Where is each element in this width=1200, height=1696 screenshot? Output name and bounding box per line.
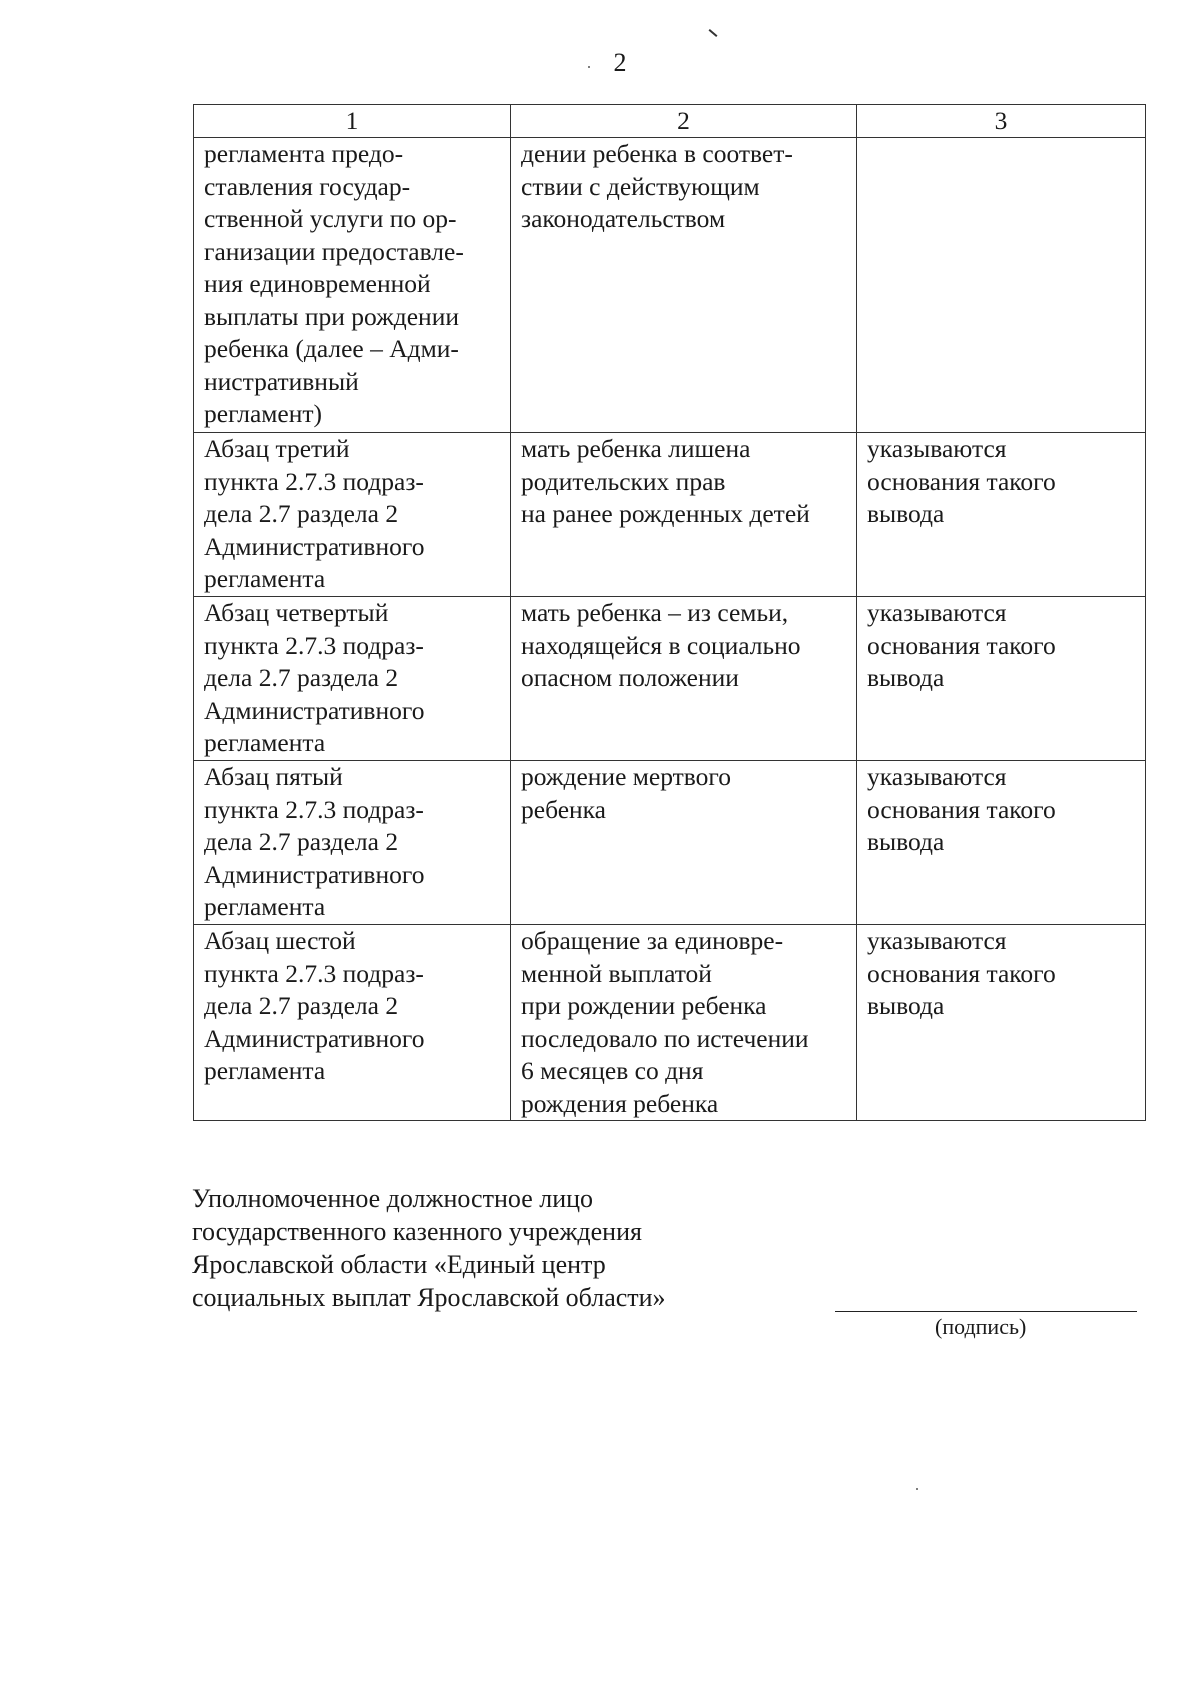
table-row bbox=[194, 433, 1146, 597]
cell-line: дении ребенка в соответ- bbox=[521, 139, 793, 168]
cell-line: ребенка bbox=[521, 794, 606, 824]
table-cell bbox=[857, 597, 1146, 761]
document-table bbox=[193, 104, 1146, 1121]
cell-line: обращение за единовре- bbox=[521, 926, 784, 955]
signature-line bbox=[835, 1311, 1137, 1312]
cell-line: дела 2.7 раздела 2 bbox=[204, 991, 399, 1020]
cell-line: последовало по истечении bbox=[521, 1023, 809, 1053]
cell-line: ствии с действующим bbox=[521, 171, 760, 201]
table-row bbox=[194, 138, 1146, 433]
cell-line: рождение мертвого bbox=[521, 762, 731, 791]
cell-line: законодательством bbox=[521, 204, 726, 233]
cell-line: рождения ребенка bbox=[521, 1088, 719, 1118]
cell-line: Административного bbox=[204, 695, 425, 725]
cell-line: дела 2.7 раздела 2 bbox=[204, 827, 399, 856]
cell-line: регламента bbox=[204, 564, 326, 593]
cell-line: вывода bbox=[867, 663, 945, 692]
cell-line: пункта 2.7.3 подраз- bbox=[204, 794, 424, 824]
cell-line: Административного bbox=[204, 531, 425, 561]
table-cell bbox=[511, 433, 857, 597]
table-cell bbox=[511, 925, 857, 1121]
cell-line: регламента bbox=[204, 892, 326, 921]
cell-line: находящейся в социально bbox=[521, 630, 801, 660]
cell-line: основания такого bbox=[867, 630, 1056, 660]
page-number: 2 bbox=[613, 48, 627, 77]
column-header: 3 bbox=[857, 105, 1146, 138]
cell-line: Абзац пятый bbox=[204, 762, 343, 791]
cell-line: Абзац четвертый bbox=[204, 598, 389, 627]
cell-line: на ранее рожденных детей bbox=[521, 499, 810, 528]
scan-mark bbox=[709, 29, 718, 37]
cell-line: указываются bbox=[867, 598, 1007, 627]
cell-line: ния единовременной bbox=[204, 269, 431, 298]
cell-line: Административного bbox=[204, 859, 425, 889]
cell-line: менной выплатой bbox=[521, 958, 712, 988]
table-cell bbox=[194, 433, 511, 597]
cell-line: вывода bbox=[867, 499, 945, 528]
official-title-line: государственного казенного учреждения bbox=[192, 1217, 642, 1246]
cell-line: ганизации предоставле- bbox=[204, 236, 464, 266]
table-cell bbox=[511, 138, 857, 433]
official-title-block bbox=[192, 1182, 666, 1314]
scan-speck bbox=[916, 1488, 918, 1490]
cell-line: Абзац третий bbox=[204, 434, 350, 463]
cell-line: указываются bbox=[867, 434, 1007, 463]
official-title-line: Ярославской области «Единый центр bbox=[192, 1250, 606, 1279]
cell-line: опасном положении bbox=[521, 663, 739, 692]
table-cell bbox=[857, 433, 1146, 597]
cell-line: мать ребенка – из семьи, bbox=[521, 598, 789, 627]
table-cell bbox=[857, 761, 1146, 925]
cell-line: регламента предо- bbox=[204, 139, 404, 168]
table-cell bbox=[194, 138, 511, 433]
table-row bbox=[194, 597, 1146, 761]
cell-line: пункта 2.7.3 подраз- bbox=[204, 630, 424, 660]
cell-line: выплаты при рождении bbox=[204, 301, 459, 331]
table-cell bbox=[511, 597, 857, 761]
table-row bbox=[194, 925, 1146, 1121]
cell-line: Административного bbox=[204, 1023, 425, 1053]
cell-line: основания такого bbox=[867, 958, 1056, 988]
column-header: 2 bbox=[511, 105, 857, 138]
table-row bbox=[194, 761, 1146, 925]
signature-caption: (подпись) bbox=[935, 1314, 1027, 1339]
table-cell bbox=[194, 597, 511, 761]
cell-line: вывода bbox=[867, 827, 945, 856]
table-header-row bbox=[194, 105, 1146, 138]
cell-line: мать ребенка лишена bbox=[521, 434, 751, 463]
cell-line: регламента bbox=[204, 1056, 326, 1085]
cell-line: при рождении ребенка bbox=[521, 991, 767, 1020]
column-header: 1 bbox=[194, 105, 511, 138]
cell-line: вывода bbox=[867, 991, 945, 1020]
cell-line: родительских прав bbox=[521, 466, 726, 496]
table-cell bbox=[857, 138, 1146, 433]
cell-line: регламент) bbox=[204, 399, 323, 428]
cell-line: регламента bbox=[204, 728, 326, 757]
cell-line: основания такого bbox=[867, 794, 1056, 824]
cell-line: основания такого bbox=[867, 466, 1056, 496]
cell-line: нистративный bbox=[204, 366, 359, 396]
cell-line: ственной услуги по ор- bbox=[204, 204, 457, 233]
cell-line: ставления государ- bbox=[204, 171, 411, 201]
table-cell bbox=[511, 761, 857, 925]
table-cell bbox=[194, 761, 511, 925]
cell-line: 6 месяцев со дня bbox=[521, 1056, 704, 1085]
cell-line: пункта 2.7.3 подраз- bbox=[204, 466, 424, 496]
official-title-line: Уполномоченное должностное лицо bbox=[192, 1184, 594, 1213]
cell-line: ребенка (далее – Адми- bbox=[204, 334, 459, 363]
cell-line: пункта 2.7.3 подраз- bbox=[204, 958, 424, 988]
cell-line: указываются bbox=[867, 926, 1007, 955]
table-cell bbox=[857, 925, 1146, 1121]
cell-line: дела 2.7 раздела 2 bbox=[204, 499, 399, 528]
official-title-line: социальных выплат Ярославской области» bbox=[192, 1283, 666, 1312]
table-cell bbox=[194, 925, 511, 1121]
cell-line: дела 2.7 раздела 2 bbox=[204, 663, 399, 692]
cell-line: Абзац шестой bbox=[204, 926, 356, 955]
cell-line: указываются bbox=[867, 762, 1007, 791]
